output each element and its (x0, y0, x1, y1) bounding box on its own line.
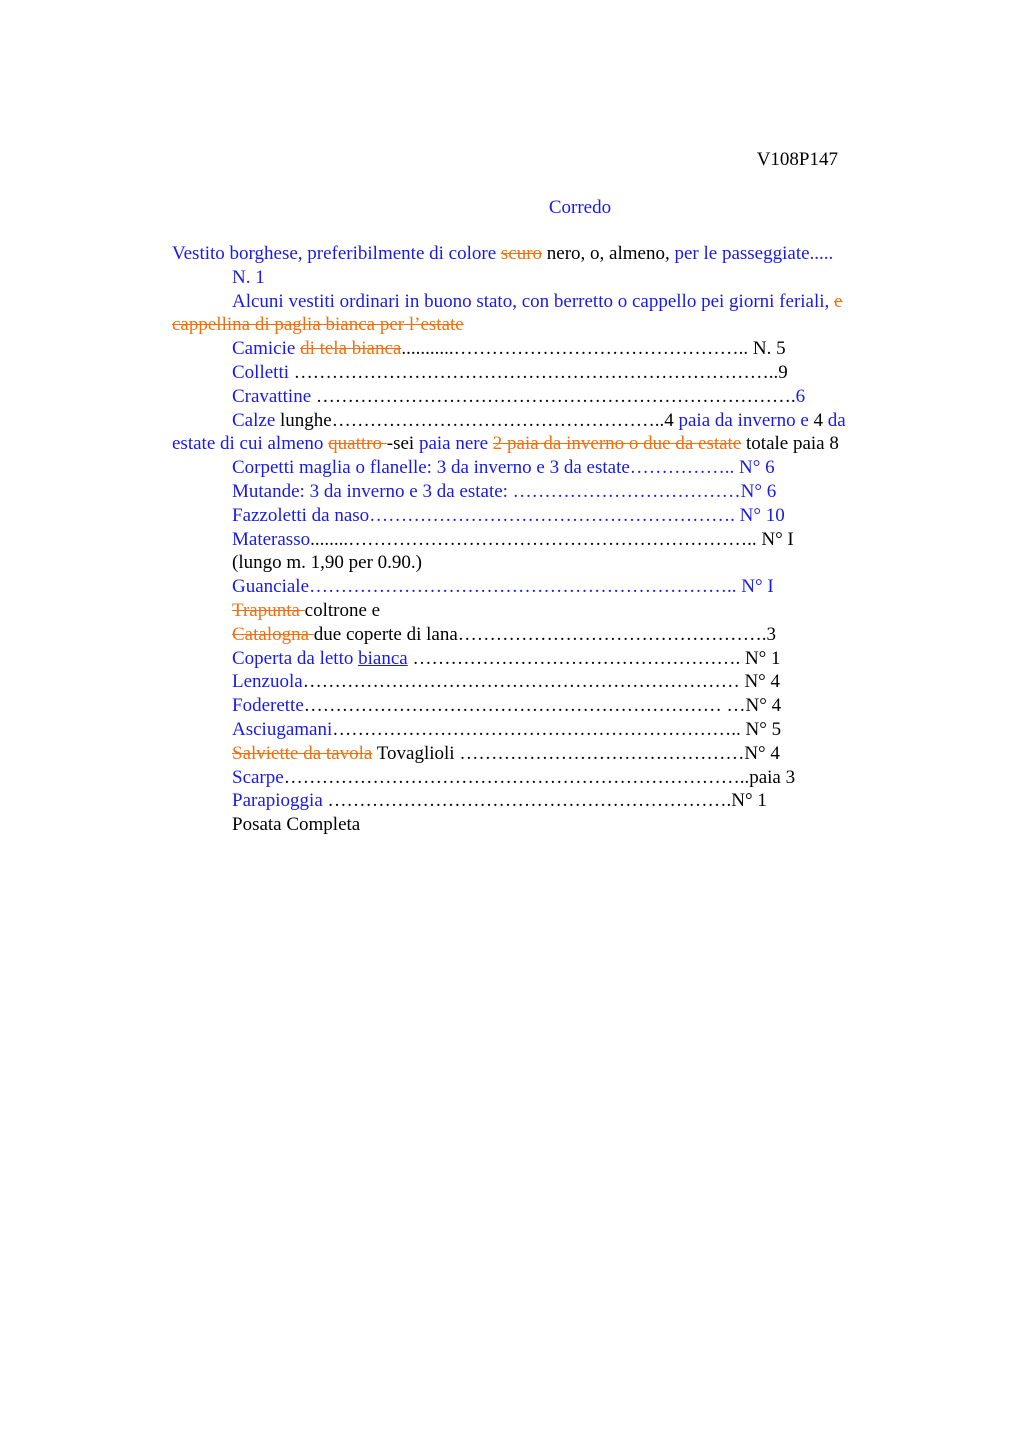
added-text: Mutande: 3 da inverno e 3 da estate: ………………………………N° 6 (232, 480, 777, 502)
original-text: ……………………………………………………….. N° 5 (332, 718, 782, 740)
added-text: paia nere (418, 433, 493, 455)
deleted-text: 2 paia da inverno o due da estate (492, 433, 742, 455)
original-text: ...........……………………………………….. N. 5 (401, 338, 786, 360)
deleted-text: cappellina di paglia bianca per l’estate (172, 314, 464, 336)
document-line (172, 599, 892, 623)
document-line (172, 575, 892, 599)
document-line (172, 313, 892, 337)
added-text: Parapioggia (232, 790, 323, 812)
deleted-text: Catalogna (232, 623, 314, 645)
original-text: nero, o, almeno, (542, 243, 675, 264)
document-line (172, 337, 892, 361)
document-line (172, 694, 892, 718)
added-text: Vestito borghese, preferibilmente di colore (172, 243, 501, 264)
underlined-text: bianca (358, 647, 408, 669)
added-text: Guanciale………………………………………………………….. N° I (232, 576, 774, 598)
page-title: Corredo (548, 197, 612, 218)
added-text: Calze (232, 409, 281, 431)
original-text: coltrone e (304, 599, 381, 621)
original-text: …………………………………………………………………..9 (293, 361, 788, 383)
original-text: ……………………………………………………….N° 1 (322, 790, 767, 812)
added-text: Materasso (232, 528, 311, 550)
original-text: -sei (386, 433, 419, 455)
original-text: due coperte di lana………………………………………….3 (313, 623, 777, 645)
added-text: Lenzuola (232, 671, 303, 693)
original-text: (lungo m. 1,90 per 0.90.) (232, 552, 422, 574)
added-text: N. 1 (232, 266, 265, 288)
original-text: totale paia 8 (741, 433, 839, 455)
document-line (172, 766, 892, 790)
document-line (172, 290, 892, 314)
original-text: 4 (813, 409, 828, 431)
original-text: ………………………………………………………… …N° 4 (303, 695, 782, 717)
document-line (172, 242, 892, 266)
original-text: …………………………………………………………………. (315, 385, 796, 407)
added-text: 6 (795, 385, 806, 407)
document-line (172, 742, 892, 766)
deleted-text: scuro (500, 243, 543, 264)
deleted-text: quattro (328, 433, 387, 455)
deleted-text: e (834, 290, 843, 312)
document-line (172, 504, 892, 528)
original-text: …………………………………………………………… N° 4 (302, 671, 781, 693)
document-line (172, 361, 892, 385)
document-line (172, 647, 892, 671)
document-line (172, 385, 892, 409)
added-text: Foderette (232, 695, 304, 717)
added-text: Camicie (232, 338, 301, 360)
document-line (172, 456, 892, 480)
original-text: ………………………………………………………………..paia 3 (283, 766, 796, 788)
added-text: Colletti (232, 361, 294, 383)
document-line (172, 480, 892, 504)
added-text: Asciugamani (232, 718, 333, 740)
added-text: Corpetti maglia o flanelle: 3 da inverno e 3 da estate…………….. N° 6 (232, 457, 775, 479)
added-text: da (827, 409, 846, 431)
original-text: lunghe……………………………………………..4 (280, 409, 679, 431)
added-text: Fazzoletti da naso…………………………………………………. N° 10 (232, 504, 785, 526)
document-line (172, 551, 892, 575)
page-reference: V108P147 (756, 149, 838, 170)
original-text: ........……………………………………………………….. N° I (310, 528, 794, 550)
document-line (172, 670, 892, 694)
deleted-text: Trapunta (232, 599, 305, 621)
document-line (172, 813, 892, 837)
document-line (172, 718, 892, 742)
original-text: Posata Completa (232, 814, 361, 836)
document-line (172, 528, 892, 552)
document-line (172, 432, 892, 456)
original-text: Tovaglioli ………………………………………N° 4 (372, 742, 780, 764)
added-text: Scarpe (232, 766, 284, 788)
added-text: Alcuni vestiti ordinari in buono stato, con berretto o cappello pei giorni feriali, (232, 290, 835, 312)
original-text: ……………………………………………. N° 1 (407, 647, 781, 669)
deleted-text: di tela bianca (300, 338, 402, 360)
document-body (172, 242, 892, 837)
document-line (172, 623, 892, 647)
added-text: Cravattine (232, 385, 316, 407)
deleted-text: Salviette da tavola (232, 742, 373, 764)
document-line (172, 789, 892, 813)
added-text: estate di cui almeno (172, 433, 329, 455)
added-text: paia da inverno e (678, 409, 814, 431)
added-text: per le passeggiate..... (674, 243, 834, 264)
added-text: Coperta da letto (232, 647, 359, 669)
document-line (172, 266, 892, 290)
document-line (172, 409, 892, 433)
